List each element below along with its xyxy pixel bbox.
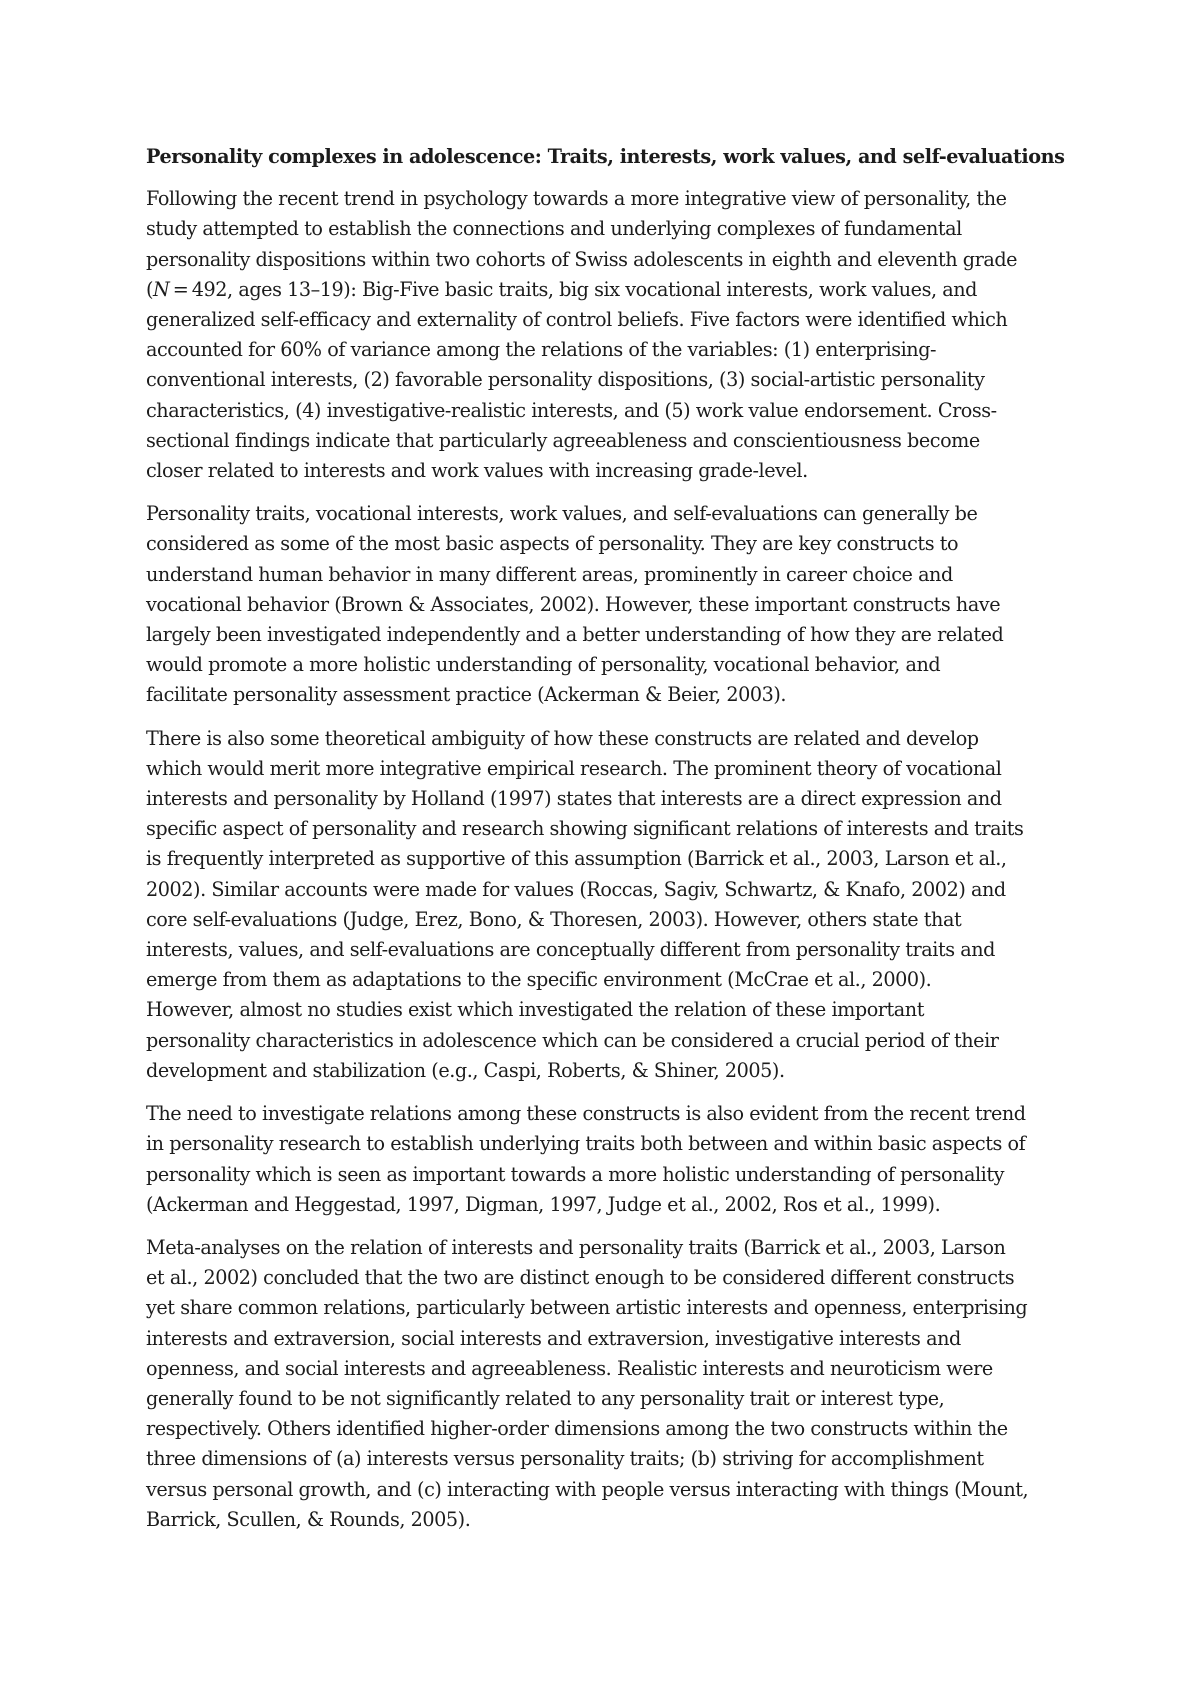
text-line: Barrick, Scullen, & Rounds, 2005). [146,1507,471,1531]
text-line: accounted for 60% of variance among the relations of the variables: (1) enterprising- [146,338,937,362]
text-line: However, almost no studies exist which investigated the relation of these important [146,998,924,1022]
document-title: Personality complexes in adolescence: Traits, interests, work values, and self-evaluations [146,145,1065,168]
text-line: considered as some of the most basic aspects of personality. They are key constructs to [146,532,959,556]
text-line: facilitate personality assessment practice (Ackerman & Beier, 2003). [146,683,787,707]
text-line: would promote a more holistic understanding of personality, vocational behavior, and [146,653,941,677]
text-line: development and stabilization (e.g., Caspi, Roberts, & Shiner, 2005). [146,1058,785,1082]
paragraph-5 [146,1233,1072,1535]
text-line [146,275,1072,305]
text-line: The need to investigate relations among these constructs is also evident from the recent trend [146,1102,1026,1126]
paragraph-1 [146,184,1072,486]
text-line: Personality traits, vocational interests, work values, and self-evaluations can generally be [146,502,978,526]
text-line: characteristics, (4) investigative-realistic interests, and (5) work value endorsement. Cross- [146,398,997,422]
text-line: personality dispositions within two cohorts of Swiss adolescents in eighth and eleventh grade [146,247,1018,271]
text-run: ( [146,277,154,301]
text-line: closer related to interests and work values with increasing grade-level. [146,459,808,483]
text-line: three dimensions of (a) interests versus personality traits; (b) striving for accomplishment [146,1447,984,1471]
text-line: understand human behavior in many different areas, prominently in career choice and [146,562,953,586]
document-page [146,142,1072,1548]
text-line: There is also some theoretical ambiguity of how these constructs are related and develop [146,726,979,750]
text-line: generally found to be not significantly related to any personality trait or interest type, [146,1386,945,1410]
text-line: study attempted to establish the connections and underlying complexes of fundamental [146,217,962,241]
text-line: personality which is seen as important towards a more holistic understanding of personality [146,1162,1005,1186]
text-line: respectively. Others identified higher-order dimensions among the two constructs within the [146,1417,1008,1441]
text-run: = 492, ages 13–19): Big-Five basic traits, big six vocational interests, work values, and [169,277,977,301]
text-line: interests, values, and self-evaluations are conceptually different from personality traits and [146,938,995,962]
text-line: yet share common relations, particularly between artistic interests and openness, enterprising [146,1296,1028,1320]
text-line: personality characteristics in adolescence which can be considered a crucial period of their [146,1028,999,1052]
text-line: interests and personality by Holland (1997) states that interests are a direct expression and [146,787,1002,811]
text-line: emerge from them as adaptations to the specific environment (McCrae et al., 2000). [146,968,932,992]
text-line: generalized self-efficacy and externality of control beliefs. Five factors were identified which [146,308,1008,332]
text-line: vocational behavior (Brown & Associates, 2002). However, these important constructs have [146,592,1001,616]
paragraph-3 [146,724,1072,1086]
text-line: conventional interests, (2) favorable personality dispositions, (3) social-artistic personality [146,368,985,392]
document-body [146,184,1072,1535]
text-line: Following the recent trend in psychology towards a more integrative view of personality, the [146,187,1007,211]
text-line: in personality research to establish underlying traits both between and within basic aspects of [146,1132,1026,1156]
text-line: which would merit more integrative empirical research. The prominent theory of vocational [146,756,1002,780]
text-line: specific aspect of personality and research showing significant relations of interests and traits [146,817,1024,841]
paragraph-2 [146,499,1072,710]
text-line: 2002). Similar accounts were made for values (Roccas, Sagiv, Schwartz, & Knafo, 2002) and [146,877,1006,901]
text-line: largely been investigated independently and a better understanding of how they are related [146,623,1004,647]
text-line: et al., 2002) concluded that the two are distinct enough to be considered different constructs [146,1266,1015,1290]
sample-size-symbol: N [153,277,170,301]
text-line: Meta-analyses on the relation of interests and personality traits (Barrick et al., 2003, Larson [146,1235,1006,1259]
text-line: is frequently interpreted as supportive of this assumption (Barrick et al., 2003, Larson et al., [146,847,1007,871]
text-line: core self-evaluations (Judge, Erez, Bono, & Thoresen, 2003). However, others state that [146,907,962,931]
text-line: versus personal growth, and (c) interacting with people versus interacting with things (Mount, [146,1477,1029,1501]
text-line: sectional findings indicate that particularly agreeableness and conscientiousness become [146,428,980,452]
text-line: (Ackerman and Heggestad, 1997, Digman, 1997, Judge et al., 2002, Ros et al., 1999). [146,1192,941,1216]
text-line: openness, and social interests and agreeableness. Realistic interests and neuroticism were [146,1356,993,1380]
text-line: interests and extraversion, social interests and extraversion, investigative interests and [146,1326,961,1350]
paragraph-4 [146,1099,1072,1220]
